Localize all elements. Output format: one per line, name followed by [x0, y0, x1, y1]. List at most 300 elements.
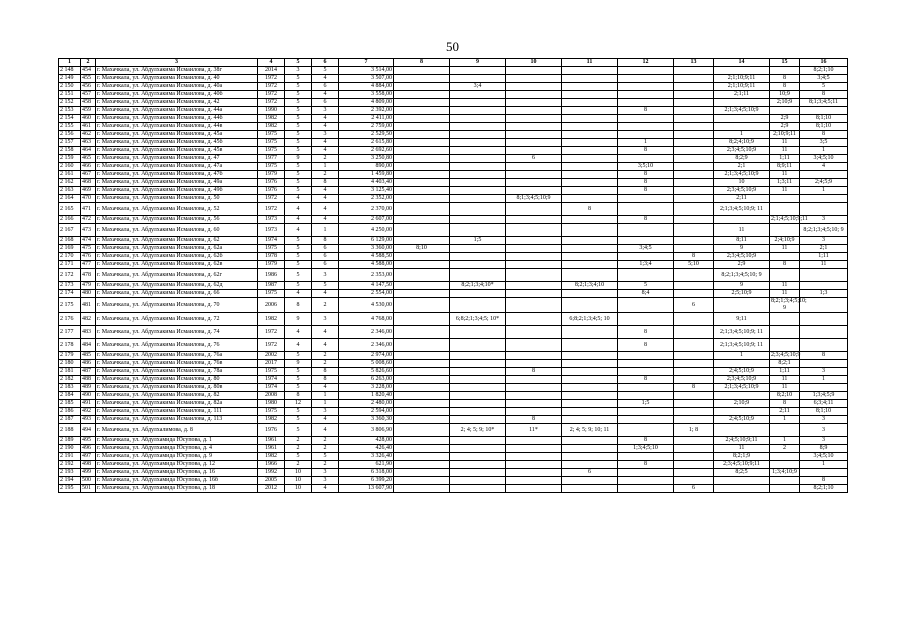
cell-col-1: 2 166	[59, 216, 81, 224]
cell-col-5: 8	[285, 392, 312, 400]
cell-col-15: 1	[770, 416, 800, 424]
cell-col-1: 2 193	[59, 469, 81, 477]
cell-col-16: 11	[800, 261, 848, 269]
cell-col-4: 1961	[258, 445, 285, 453]
cell-col-7: 6 129,00	[339, 237, 394, 245]
cell-col-1: 2 185	[59, 400, 81, 408]
cell-col-10	[506, 224, 562, 237]
cell-col-12	[618, 269, 674, 282]
cell-col-4: 1976	[258, 187, 285, 195]
cell-col-15: 8;2;10	[770, 392, 800, 400]
cell-col-7: 2 974,00	[339, 352, 394, 360]
cell-col-5: 5	[285, 352, 312, 360]
cell-col-5: 2	[285, 437, 312, 445]
cell-col-4: 1972	[258, 75, 285, 83]
cell-col-5: 5	[285, 237, 312, 245]
cell-col-3: г. Махачкала, ул. Абдулхакима Исмаилова, д. 76	[96, 339, 258, 352]
cell-col-4: 1986	[258, 269, 285, 282]
cell-col-7: 890,00	[339, 163, 394, 171]
table-row	[59, 384, 848, 392]
cell-col-10	[506, 360, 562, 368]
cell-col-16: 3;4;5;10	[800, 155, 848, 163]
cell-col-5: 5	[285, 91, 312, 99]
cell-col-3: г. Махачкала, ул. Абдулхакима Исмаилова, д. 44в	[96, 123, 258, 131]
cell-col-4: 1972	[258, 339, 285, 352]
cell-col-1: 2 176	[59, 313, 81, 326]
cell-col-14: 11	[714, 224, 770, 237]
cell-col-2: 470	[81, 195, 96, 203]
cell-col-16	[800, 326, 848, 339]
cell-col-4: 1972	[258, 83, 285, 91]
cell-col-12	[618, 368, 674, 376]
cell-col-14: 2;1;11	[714, 91, 770, 99]
cell-col-15	[770, 253, 800, 261]
cell-col-13	[674, 155, 714, 163]
cell-col-1: 2 177	[59, 326, 81, 339]
cell-col-11	[562, 261, 618, 269]
cell-col-6: 5	[312, 453, 339, 461]
cell-col-11	[562, 216, 618, 224]
table-row	[59, 75, 848, 83]
cell-col-8	[394, 445, 450, 453]
cell-col-4: 1982	[258, 453, 285, 461]
cell-col-4: 1961	[258, 437, 285, 445]
cell-col-5: 5	[285, 245, 312, 253]
cell-col-3: г. Махачкала, ул. Абдулхакима Исмаилова, д. 44б	[96, 115, 258, 123]
cell-col-16	[800, 313, 848, 326]
cell-col-13	[674, 352, 714, 360]
cell-col-15	[770, 203, 800, 216]
cell-col-11	[562, 67, 618, 75]
cell-col-3: г. Махачкала, ул. Абдулхакима Исмаилова, д. 40б	[96, 91, 258, 99]
cell-col-7: 2 594,00	[339, 408, 394, 416]
cell-col-5: 5	[285, 253, 312, 261]
cell-col-16	[800, 269, 848, 282]
cell-col-16: 8	[800, 352, 848, 360]
cell-col-7: 621,90	[339, 461, 394, 469]
cell-col-10	[506, 384, 562, 392]
cell-col-7: 5 008,60	[339, 360, 394, 368]
cell-col-7: 13 607,90	[339, 485, 394, 493]
cell-col-5: 5	[285, 83, 312, 91]
cell-col-7: 4 403,40	[339, 179, 394, 187]
column-header-4: 4	[258, 59, 285, 67]
cell-col-11	[562, 75, 618, 83]
cell-col-8	[394, 115, 450, 123]
cell-col-16	[800, 203, 848, 216]
table-row	[59, 339, 848, 352]
cell-col-14	[714, 392, 770, 400]
cell-col-13	[674, 408, 714, 416]
cell-col-10	[506, 313, 562, 326]
cell-col-15: 11	[770, 139, 800, 147]
cell-col-6: 4	[312, 123, 339, 131]
cell-col-15: 2;4;10;9	[770, 237, 800, 245]
cell-col-15: 2;9	[770, 115, 800, 123]
cell-col-2: 464	[81, 147, 96, 155]
cell-col-11	[562, 485, 618, 493]
cell-col-4: 2012	[258, 485, 285, 493]
cell-col-10	[506, 107, 562, 115]
cell-col-10	[506, 453, 562, 461]
cell-col-5: 5	[285, 282, 312, 290]
cell-col-8	[394, 91, 450, 99]
cell-col-4: 1982	[258, 313, 285, 326]
cell-col-8	[394, 392, 450, 400]
cell-col-15	[770, 326, 800, 339]
cell-col-9: 6;8;2;1;3;4;5; 10*	[450, 313, 506, 326]
cell-col-16: 8;2;1;10	[800, 67, 848, 75]
cell-col-16: 8	[800, 477, 848, 485]
cell-col-8	[394, 147, 450, 155]
cell-col-1: 2 188	[59, 424, 81, 437]
cell-col-1: 2 190	[59, 445, 81, 453]
cell-col-5: 4	[285, 326, 312, 339]
cell-col-8	[394, 83, 450, 91]
cell-col-11	[562, 368, 618, 376]
table-row	[59, 261, 848, 269]
cell-col-10	[506, 123, 562, 131]
column-header-15: 15	[770, 59, 800, 67]
cell-col-2: 486	[81, 360, 96, 368]
cell-col-5: 5	[285, 368, 312, 376]
cell-col-8	[394, 67, 450, 75]
cell-col-1: 2 151	[59, 91, 81, 99]
cell-col-2: 487	[81, 368, 96, 376]
cell-col-1: 2 164	[59, 195, 81, 203]
column-header-10: 10	[506, 59, 562, 67]
cell-col-4: 1975	[258, 368, 285, 376]
cell-col-15: 8;9;11	[770, 163, 800, 171]
cell-col-6: 5	[312, 282, 339, 290]
cell-col-7: 3 507,00	[339, 75, 394, 83]
cell-col-7: 3 125,40	[339, 187, 394, 195]
table-row	[59, 290, 848, 298]
table-row	[59, 326, 848, 339]
cell-col-7: 4 588,50	[339, 253, 394, 261]
cell-col-3: г. Махачкала, ул. Абдулхакима Исмаилова, д. 113	[96, 416, 258, 424]
cell-col-10	[506, 187, 562, 195]
cell-col-2: 501	[81, 485, 96, 493]
cell-col-15	[770, 224, 800, 237]
cell-col-5: 10	[285, 477, 312, 485]
cell-col-14: 2;1;3;4;5;10;9; 11	[714, 339, 770, 352]
cell-col-3: г. Махачкала, ул. Абдулхамида Юсупова, д. 16б	[96, 477, 258, 485]
cell-col-4: 1972	[258, 326, 285, 339]
cell-col-5: 5	[285, 453, 312, 461]
cell-col-12	[618, 360, 674, 368]
cell-col-2: 472	[81, 216, 96, 224]
cell-col-16: 8;9	[800, 445, 848, 453]
cell-col-1: 2 189	[59, 437, 81, 445]
cell-col-6: 4	[312, 384, 339, 392]
cell-col-3: г. Махачкала, ул. Абдулхакима Исмаилова, д. 47	[96, 155, 258, 163]
cell-col-8	[394, 107, 450, 115]
cell-col-14: 2;1;3;4;5;10;9	[714, 384, 770, 392]
cell-col-9	[450, 67, 506, 75]
cell-col-16: 3	[800, 416, 848, 424]
cell-col-14	[714, 408, 770, 416]
cell-col-4: 1975	[258, 408, 285, 416]
column-header-2: 2	[81, 59, 96, 67]
cell-col-12	[618, 99, 674, 107]
cell-col-2: 499	[81, 469, 96, 477]
cell-col-7: 2 692,60	[339, 147, 394, 155]
cell-col-4: 1974	[258, 384, 285, 392]
cell-col-11	[562, 224, 618, 237]
cell-col-16	[800, 282, 848, 290]
column-header-6: 6	[312, 59, 339, 67]
cell-col-11	[562, 445, 618, 453]
cell-col-16: 1	[800, 376, 848, 384]
cell-col-10: 8;1;3;4;5;10;9	[506, 195, 562, 203]
cell-col-6: 6	[312, 245, 339, 253]
cell-col-16: 2;4;5;9	[800, 179, 848, 187]
cell-col-14	[714, 99, 770, 107]
cell-col-15: 2;1;4;5;10;9;11	[771, 216, 808, 222]
cell-col-9: 3;4	[450, 83, 506, 91]
cell-col-6: 1	[312, 400, 339, 408]
table-row	[59, 107, 848, 115]
cell-col-16	[800, 171, 848, 179]
cell-col-2: 484	[81, 339, 96, 352]
cell-col-8	[394, 352, 450, 360]
cell-col-15: 2;9	[770, 123, 800, 131]
cell-col-9	[450, 123, 506, 131]
cell-col-6: 4	[312, 195, 339, 203]
cell-col-3: г. Махачкала, ул. Абдулхакима Исмаилова, д. 45в	[96, 147, 258, 155]
table-row	[59, 195, 848, 203]
cell-col-4: 1972	[258, 91, 285, 99]
cell-col-10: 8	[506, 368, 562, 376]
cell-col-6: 4	[312, 339, 339, 352]
cell-col-14: 8;2;4;10;9	[714, 139, 770, 147]
cell-col-13	[674, 282, 714, 290]
cell-col-1: 2 161	[59, 171, 81, 179]
cell-col-9: 2; 4; 5; 9; 10*	[450, 424, 506, 437]
cell-col-2: 479	[81, 282, 96, 290]
cell-col-15: 1;11	[770, 155, 800, 163]
cell-col-14: 2;4;5;10;9;11	[714, 437, 770, 445]
cell-col-6: 2	[312, 445, 339, 453]
cell-col-3: г. Махачкала, ул. Абдулхакима Исмаилова, д. 80в	[96, 384, 258, 392]
cell-col-12	[618, 469, 674, 477]
cell-col-16: 1;3	[800, 290, 848, 298]
cell-col-6: 1	[312, 392, 339, 400]
cell-col-12	[618, 203, 674, 216]
cell-col-13	[674, 139, 714, 147]
cell-col-7: 2 529,50	[339, 131, 394, 139]
cell-col-5: 9	[285, 155, 312, 163]
cell-col-1: 2 175	[59, 298, 81, 313]
cell-col-1: 2 173	[59, 282, 81, 290]
cell-col-13	[674, 187, 714, 195]
cell-col-3: г. Махачкала, ул. Абдулхакима Исмаилова, д. 49б	[96, 187, 258, 195]
cell-col-6: 4	[312, 115, 339, 123]
cell-col-9	[450, 469, 506, 477]
cell-col-5: 2	[285, 461, 312, 469]
cell-col-2: 494	[81, 424, 96, 437]
cell-col-8	[394, 237, 450, 245]
cell-col-11: 6;8;2;1;3;4;5; 10	[562, 313, 618, 326]
cell-col-2: 488	[81, 376, 96, 384]
cell-col-15: 11	[770, 376, 800, 384]
cell-col-15: 8	[770, 83, 800, 91]
cell-col-7: 2 346,00	[339, 326, 394, 339]
cell-col-5: 5	[285, 171, 312, 179]
table-row	[59, 400, 848, 408]
cell-col-3: г. Махачкала, ул. Абдулхакима Исмаилова, д. 38г	[96, 67, 258, 75]
cell-col-10	[506, 216, 562, 224]
cell-col-3: г. Махачкала, ул. Абдулхакима Исмаилова, д. 44а	[96, 107, 258, 115]
cell-col-3: г. Махачкала, ул. Абдулхакима Исмаилова, д. 52	[96, 203, 258, 216]
cell-col-15	[770, 453, 800, 461]
cell-col-6: 2	[312, 437, 339, 445]
cell-col-1: 2 178	[59, 339, 81, 352]
cell-col-6: 8	[312, 237, 339, 245]
table-row	[59, 424, 848, 437]
cell-col-12: 8	[618, 171, 674, 179]
cell-col-2: 500	[81, 477, 96, 485]
cell-col-5: 10	[285, 485, 312, 493]
cell-col-11	[562, 115, 618, 123]
cell-col-12	[618, 131, 674, 139]
cell-col-14: 1	[714, 352, 770, 360]
cell-col-16: 1;11	[800, 253, 848, 261]
cell-col-12	[618, 67, 674, 75]
cell-col-13	[674, 360, 714, 368]
column-header-5: 5	[285, 59, 312, 67]
cell-col-11	[562, 376, 618, 384]
cell-col-14: 8;11	[714, 237, 770, 245]
cell-col-13	[674, 269, 714, 282]
cell-col-6: 4	[312, 75, 339, 83]
cell-col-13: 8	[674, 253, 714, 261]
cell-col-8	[394, 469, 450, 477]
cell-col-15	[770, 424, 800, 437]
cell-col-3: г. Махачкала, ул. Абдулхакима Исмаилова, д. 47а	[96, 163, 258, 171]
cell-col-10	[506, 326, 562, 339]
cell-col-6: 2	[312, 155, 339, 163]
cell-col-5: 3	[285, 67, 312, 75]
cell-col-12	[618, 253, 674, 261]
cell-col-7: 3 228,00	[339, 384, 394, 392]
cell-col-6: 5	[312, 67, 339, 75]
cell-col-1: 2 148	[59, 67, 81, 75]
cell-col-11	[562, 253, 618, 261]
cell-col-3: г. Махачкала, ул. Абдулхакима Исмаилова, д. 70	[96, 298, 258, 313]
cell-col-10: 11*	[506, 424, 562, 437]
cell-col-3: г. Махачкала, ул. Абдулхакима Исмаилова, д. 62в	[96, 261, 258, 269]
cell-col-6: 2	[312, 352, 339, 360]
cell-col-3: г. Махачкала, ул. Абдулхакима Исмаилова, д. 60	[96, 224, 258, 237]
cell-col-13	[674, 107, 714, 115]
cell-col-7: 2 392,00	[339, 107, 394, 115]
cell-col-7: 4 768,00	[339, 313, 394, 326]
cell-col-7: 3 326,40	[339, 453, 394, 461]
cell-col-10	[506, 253, 562, 261]
cell-col-10	[506, 91, 562, 99]
cell-col-11	[562, 147, 618, 155]
cell-col-14	[714, 424, 770, 437]
cell-col-12	[618, 485, 674, 493]
cell-col-7: 4 884,00	[339, 83, 394, 91]
cell-col-1: 2 172	[59, 269, 81, 282]
cell-col-2: 459	[81, 107, 96, 115]
cell-col-5: 4	[285, 203, 312, 216]
cell-col-12: 1;5	[618, 400, 674, 408]
cell-col-1: 2 183	[59, 384, 81, 392]
cell-col-3: г. Махачкала, ул. Абдулхакима Исмаилова, д. 76а	[96, 352, 258, 360]
cell-col-5: 5	[285, 376, 312, 384]
cell-col-12: 1	[618, 139, 674, 147]
cell-col-3: г. Махачкала, ул. Абдулхакима Исмаилова, д. 62а	[96, 245, 258, 253]
cell-col-8: 8;10	[394, 245, 450, 253]
cell-col-1: 2 180	[59, 360, 81, 368]
cell-col-9	[450, 437, 506, 445]
cell-col-2: 471	[81, 203, 96, 216]
cell-col-7: 4 530,00	[339, 298, 394, 313]
cell-col-2: 476	[81, 253, 96, 261]
cell-col-9	[450, 400, 506, 408]
table-row	[59, 485, 848, 493]
cell-col-13	[674, 75, 714, 83]
cell-col-10	[506, 245, 562, 253]
cell-col-12: 5	[618, 282, 674, 290]
cell-col-12	[618, 91, 674, 99]
cell-col-11	[562, 107, 618, 115]
cell-col-15	[770, 107, 800, 115]
cell-col-2: 457	[81, 91, 96, 99]
cell-col-2: 454	[81, 67, 96, 75]
cell-col-11	[562, 99, 618, 107]
cell-col-14: 2;1;3;4;5;10;9	[714, 171, 770, 179]
cell-col-12: 8	[618, 376, 674, 384]
cell-col-1: 2 162	[59, 179, 81, 187]
cell-col-7: 3 360,30	[339, 416, 394, 424]
table-row	[59, 123, 848, 131]
cell-col-9	[450, 408, 506, 416]
cell-col-4: 2002	[258, 352, 285, 360]
cell-col-6: 4	[312, 216, 339, 224]
cell-col-12	[618, 298, 674, 313]
cell-col-15: 11	[770, 290, 800, 298]
cell-col-13	[674, 368, 714, 376]
cell-col-9	[450, 107, 506, 115]
cell-col-8	[394, 139, 450, 147]
cell-col-14: 2;1;3;4;5;10;9; 11	[714, 203, 770, 216]
cell-col-12: 3;4;5	[618, 245, 674, 253]
cell-col-12	[618, 408, 674, 416]
cell-col-4: 1980	[258, 400, 285, 408]
cell-col-9	[450, 339, 506, 352]
cell-col-16: 4	[800, 163, 848, 171]
cell-col-4: 1982	[258, 123, 285, 131]
cell-col-10	[506, 298, 562, 313]
cell-col-12	[618, 155, 674, 163]
cell-col-3: г. Махачкала, ул. Абдулхакима Исмаилова, д. 82	[96, 392, 258, 400]
cell-col-7: 2 353,00	[339, 269, 394, 282]
cell-col-12	[618, 75, 674, 83]
cell-col-13: 8	[674, 384, 714, 392]
cell-col-10	[506, 139, 562, 147]
cell-col-11	[562, 392, 618, 400]
cell-col-3: г. Махачкала, ул. Абдулхакима Исмаилова, д. 72	[96, 313, 258, 326]
cell-col-11	[562, 290, 618, 298]
cell-col-2: 475	[81, 245, 96, 253]
cell-col-12	[618, 313, 674, 326]
cell-col-7: 2 352,00	[339, 195, 394, 203]
